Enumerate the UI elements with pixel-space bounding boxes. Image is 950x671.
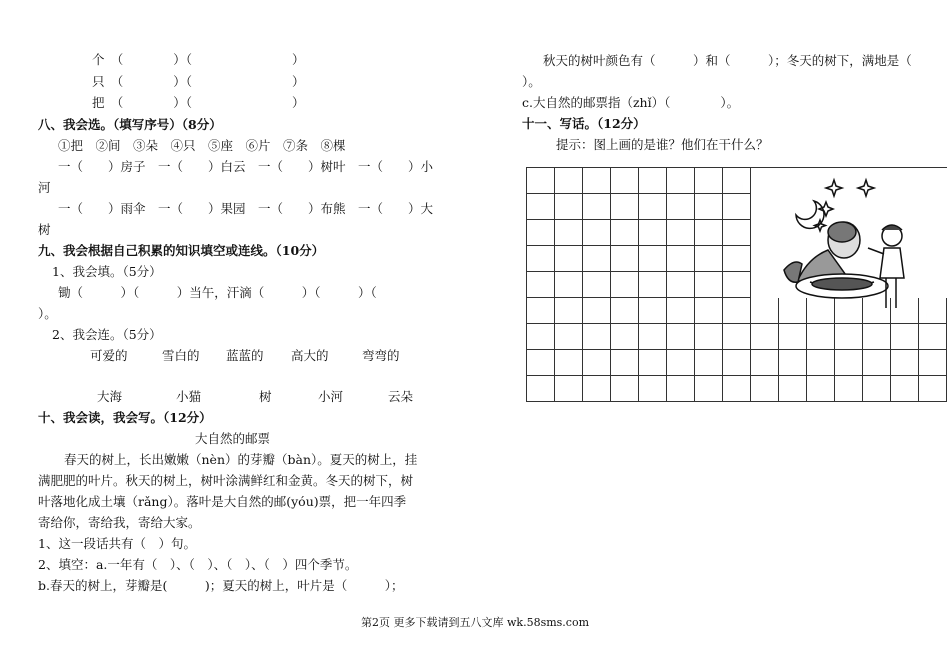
grid-cell <box>611 168 639 194</box>
grid-cell <box>891 376 919 402</box>
grid-cell <box>583 168 611 194</box>
grid-cell <box>751 324 779 350</box>
grid-row <box>527 376 947 402</box>
grid-cell <box>639 298 667 324</box>
grid-cell <box>751 376 779 402</box>
grid-cell <box>695 376 723 402</box>
grid-cell <box>723 324 751 350</box>
q9-title: 九、我会根据自己积累的知识填空或连线。（10分） <box>38 243 325 258</box>
q9-part1-line: 锄（ ）（ ）当午，汗滴（ ）（ ）（ <box>58 285 377 300</box>
grid-cell <box>863 376 891 402</box>
grid-cell <box>527 298 555 324</box>
grid-cell <box>583 324 611 350</box>
grid-cell <box>723 168 751 194</box>
match-top-5: 弯弯的 <box>362 348 400 363</box>
grid-cell <box>639 272 667 298</box>
grid-cell <box>667 272 695 298</box>
grid-cell <box>527 272 555 298</box>
grid-cell <box>583 246 611 272</box>
grid-cell <box>723 220 751 246</box>
grid-cell <box>527 324 555 350</box>
grid-cell <box>667 298 695 324</box>
match-top-3: 蓝蓝的 <box>226 348 264 363</box>
grid-cell <box>863 350 891 376</box>
grid-cell <box>611 272 639 298</box>
grid-cell <box>695 298 723 324</box>
grid-cell <box>695 350 723 376</box>
grid-cell <box>639 376 667 402</box>
grid-cell <box>835 350 863 376</box>
q10-part1: 1、这一段话共有（ ）句。 <box>38 536 196 551</box>
q10-part2: 2、填空：a.一年有（ ）、（ ）、（ ）、（ ）四个季节。 <box>38 557 358 572</box>
passage-line-4: 寄给你，寄给我，寄给大家。 <box>38 515 201 530</box>
grid-cell <box>695 194 723 220</box>
grid-cell <box>667 324 695 350</box>
q8-title: 八、我会选。（填写序号）（8分） <box>38 117 222 132</box>
right-line-1: 秋天的树叶颜色有（ ）和（ ）；冬天的树下，满地是（ <box>543 53 912 68</box>
grid-cell <box>891 350 919 376</box>
grid-cell <box>555 246 583 272</box>
grid-cell <box>639 324 667 350</box>
grid-cell <box>639 350 667 376</box>
grid-cell <box>667 168 695 194</box>
grid-cell <box>555 220 583 246</box>
grid-cell <box>723 350 751 376</box>
grid-cell <box>919 350 947 376</box>
illustration-image <box>776 170 916 320</box>
q8-row-2: 一（ ）雨伞 一（ ）果园 一（ ）布熊 一（ ）大 <box>58 201 434 216</box>
right-line-3: c.大自然的邮票指（zhǐ）（ ）。 <box>522 95 740 110</box>
grid-cell <box>835 376 863 402</box>
grid-cell <box>807 350 835 376</box>
grid-cell <box>695 168 723 194</box>
grid-cell <box>611 298 639 324</box>
grid-cell <box>807 324 835 350</box>
grid-cell <box>751 350 779 376</box>
grid-cell <box>723 298 751 324</box>
grid-cell <box>863 324 891 350</box>
q7-row-1: 个 （ ）（ ） <box>92 52 305 67</box>
grid-cell <box>555 350 583 376</box>
grid-cell <box>695 220 723 246</box>
grid-cell <box>555 324 583 350</box>
grid-row <box>527 350 947 376</box>
grid-cell <box>667 376 695 402</box>
grid-cell <box>583 194 611 220</box>
grid-cell <box>723 194 751 220</box>
grid-cell <box>723 246 751 272</box>
q8-row-2-wrap: 树 <box>38 222 51 237</box>
grid-cell <box>555 272 583 298</box>
grid-cell <box>807 376 835 402</box>
grid-cell <box>723 272 751 298</box>
q8-row-1: 一（ ）房子 一（ ）白云 一（ ）树叶 一（ ）小 <box>58 159 434 174</box>
grid-cell <box>919 298 947 324</box>
grid-cell <box>779 376 807 402</box>
q9-part2-title: 2、我会连。（5分） <box>52 327 162 342</box>
grid-cell <box>555 194 583 220</box>
page-footer: 第2页 更多下载请到五八文库 wk.58sms.com <box>361 616 589 629</box>
grid-cell <box>919 376 947 402</box>
q10-part2-b: b.春天的树上，芽瓣是( )；夏天的树上，叶片是（ ）； <box>38 578 404 593</box>
grid-cell <box>835 324 863 350</box>
grid-cell <box>611 376 639 402</box>
grid-cell <box>583 376 611 402</box>
grid-cell <box>779 324 807 350</box>
grid-cell <box>527 220 555 246</box>
grid-cell <box>583 350 611 376</box>
grid-cell <box>639 220 667 246</box>
grid-cell <box>527 246 555 272</box>
match-top-2: 雪白的 <box>162 348 200 363</box>
grid-cell <box>695 324 723 350</box>
q7-row-2: 只 （ ）（ ） <box>92 74 305 89</box>
q11-title: 十一、写话。（12分） <box>522 116 646 131</box>
grid-cell <box>891 324 919 350</box>
grid-cell <box>779 350 807 376</box>
grid-cell <box>639 194 667 220</box>
q11-hint: 提示：图上画的是谁？他们在干什么？ <box>556 137 769 152</box>
passage-line-1: 春天的树上，长出嫩嫩（nèn）的芽瓣（bàn）。夏天的树上，挂 <box>64 452 418 467</box>
passage-title: 大自然的邮票 <box>195 431 271 446</box>
match-bottom-5: 云朵 <box>388 389 414 404</box>
grid-cell <box>667 350 695 376</box>
grid-cell <box>583 220 611 246</box>
grid-cell <box>611 246 639 272</box>
grid-cell <box>639 168 667 194</box>
grid-cell <box>751 298 779 324</box>
grid-cell <box>527 376 555 402</box>
passage-line-3: 叶落地化成土壤（rǎng）。落叶是大自然的邮(yóu)票，把一年四季 <box>38 494 407 509</box>
grid-cell <box>639 246 667 272</box>
q9-part1-title: 1、我会填。（5分） <box>52 264 162 279</box>
grid-cell <box>611 324 639 350</box>
grid-cell <box>667 194 695 220</box>
grid-cell <box>555 168 583 194</box>
match-bottom-3: 树 <box>259 389 272 404</box>
grid-cell <box>583 298 611 324</box>
grid-cell <box>667 246 695 272</box>
grid-cell <box>695 272 723 298</box>
grid-cell <box>919 324 947 350</box>
passage-line-2: 满肥肥的叶片。秋天的树上，树叶涂满鲜红和金黄。冬天的树下，树 <box>38 473 414 488</box>
q8-row-1-wrap: 河 <box>38 180 51 195</box>
grid-cell <box>555 376 583 402</box>
grid-cell <box>611 350 639 376</box>
grid-row <box>527 324 947 350</box>
grid-cell <box>667 220 695 246</box>
grid-cell <box>583 272 611 298</box>
match-bottom-2: 小猫 <box>176 389 202 404</box>
match-bottom-4: 小河 <box>318 389 344 404</box>
grid-cell <box>611 194 639 220</box>
grid-cell <box>555 298 583 324</box>
q9-part1-line-wrap: ）。 <box>38 306 57 321</box>
grid-cell <box>527 168 555 194</box>
grid-cell <box>723 376 751 402</box>
grid-cell <box>527 350 555 376</box>
q10-title: 十、我会读，我会写。（12分） <box>38 410 212 425</box>
right-line-2: ）。 <box>522 74 541 89</box>
match-top-4: 高大的 <box>291 348 329 363</box>
grid-cell <box>527 194 555 220</box>
grid-cell <box>695 246 723 272</box>
match-top-1: 可爱的 <box>90 348 128 363</box>
q8-options: ①把 ②间 ③朵 ④只 ⑤座 ⑥片 ⑦条 ⑧棵 <box>58 138 346 153</box>
q7-row-3: 把 （ ）（ ） <box>92 95 305 110</box>
match-bottom-1: 大海 <box>97 389 123 404</box>
grid-cell <box>611 220 639 246</box>
